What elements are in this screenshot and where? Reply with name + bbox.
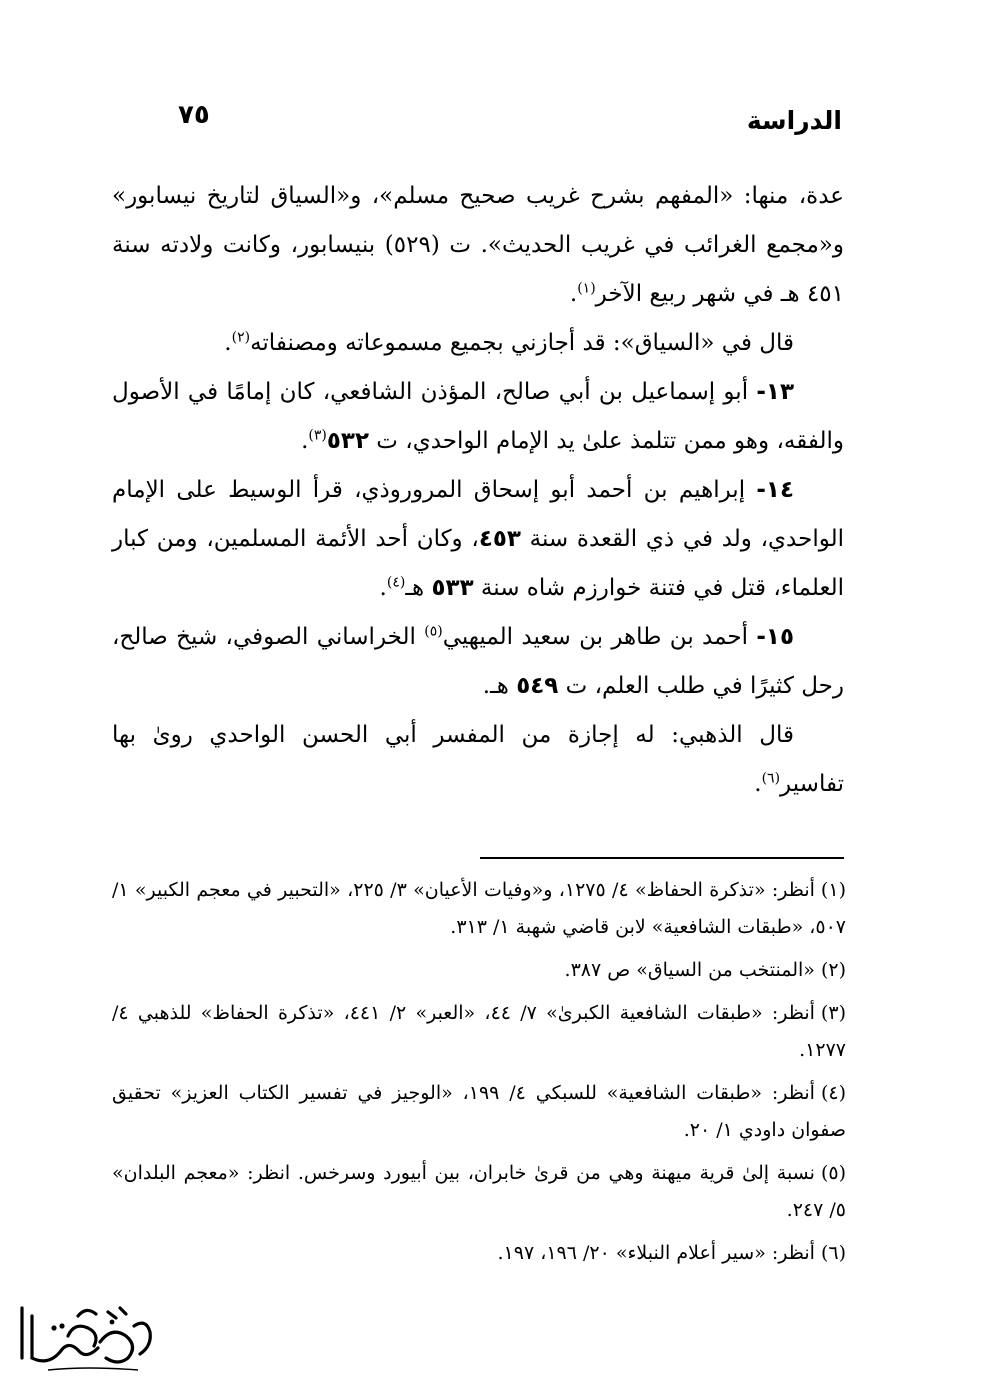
entry-15: ١٥- أحمد بن طاهر بن سعيد الميهيي$^{(٥)}$ الخراساني الصوفي، شيخ صالح، رحل كثيرًا في طلب العلم، ت ٥٤٩ هـ. <box>112 623 844 699</box>
birth-year: ٤٥٣ <box>478 526 521 552</box>
death-year: ٥٣٢ <box>326 428 369 454</box>
footnote-ref-5: (٥) <box>424 623 443 640</box>
paragraph-1: عدة، منها: «المفهم بشرح غريب صحيح مسلم»، و«السياق لتاريخ نيسابور» و«مجمع الغرائب في غريب الحديث». ت (٥٢٩) بنيسابور، وكانت ولادته سنة ٤٥١ هـ في شهر ربيع الآخر$^{(١)}$. <box>112 183 844 307</box>
footnote-marker: (٤) <box>820 1082 846 1104</box>
main-text <box>112 172 844 809</box>
entry-number: ١٣- <box>756 379 794 405</box>
footnote-ref-3: (٣) <box>308 427 327 444</box>
footnote-marker: (٥) <box>820 1162 846 1184</box>
footnote-4: (٤)أنظر: «طبقات الشافعية» للسبكي ٤/ ١٩٩، «الوجيز في تفسير الكتاب العزيز» تحقيق صفوان داودي ١/ ٢٠. <box>112 1082 846 1141</box>
entry-number: ١٥- <box>756 624 794 650</box>
entry-13: ١٣- أبو إسماعيل بن أبي صالح، المؤذن الشافعي، كان إمامًا في الأصول والفقه، وهو ممن تتلمذ علىٰ يد الإمام الواحدي، ت ٥٣٢$^{(٣)}$. <box>112 379 844 454</box>
footnote-divider <box>480 857 844 859</box>
footnote-1: (١)أنظر: «تذكرة الحفاظ» ٤/ ١٢٧٥، و«وفيات الأعيان» ٣/ ٢٢٥، «التحبير في معجم الكبير» ١/ ٥٠٧، «طبقات الشافعية» لابن قاضي شهبة ١/ ٣١٣. <box>112 879 846 938</box>
footnote-marker: (٣) <box>820 1002 846 1024</box>
footnotes <box>112 872 846 1278</box>
death-year: ٥٤٩ <box>516 673 559 699</box>
footnote-marker: (٦) <box>820 1242 846 1264</box>
entry-14: ١٤- إبراهيم بن أحمد أبو إسحاق المروروذي، قرأ الوسيط على الإمام الواحدي، ولد في ذي القعدة سنة ٤٥٣، وكان أحد الأئمة المسلمين، ومن كبار العلماء، قتل في فتنة خوارزم شاه سنة ٥٣٣ هـ$^{(٤)}$. <box>112 477 844 601</box>
footnote-ref-1: (١) <box>577 280 596 297</box>
footnote-marker: (١) <box>820 879 846 901</box>
footnote-5: (٥)نسبة إلىٰ قرية ميهنة وهي من قرىٰ خابران، بين أبيورد وسرخس. انظر: «معجم البلدان» ٥/ ٢٤٧. <box>112 1162 846 1221</box>
footnote-3: (٣)أنظر: «طبقات الشافعية الكبرىٰ» ٧/ ٤٤، «العبر» ٢/ ٤٤١، «تذكرة الحفاظ» للذهبي ٤/ ١٢٧٧. <box>112 1002 846 1061</box>
footnote-6: (٦)أنظر: «سير أعلام النبلاء» ٢٠/ ١٩٦، ١٩٧. <box>497 1242 846 1264</box>
paragraph-6: قال الذهبي: له إجازة من المفسر أبي الحسن الواحدي روىٰ بها تفاسير$^{(٦)}$. <box>112 722 844 797</box>
entry-number: ١٤- <box>756 477 794 503</box>
footnote-2: (٢)«المنتخب من السياق» ص ٣٨٧. <box>564 959 846 981</box>
footnote-marker: (٢) <box>820 959 846 981</box>
footnote-ref-2: (٢) <box>231 329 251 346</box>
footnote-ref-4: (٤) <box>386 574 406 591</box>
calligraphy-seal-icon <box>8 1296 158 1376</box>
page-header <box>110 100 842 144</box>
paragraph-2: قال في «السياق»: قد أجازني بجميع مسموعاته ومصنفاته$^{(٢)}$. <box>224 329 794 356</box>
page-number: ٧٥ <box>178 100 210 130</box>
death-year: ٥٣٣ <box>431 575 474 601</box>
footnote-ref-6: (٦) <box>761 770 781 787</box>
running-title: الدراسة <box>746 106 842 135</box>
